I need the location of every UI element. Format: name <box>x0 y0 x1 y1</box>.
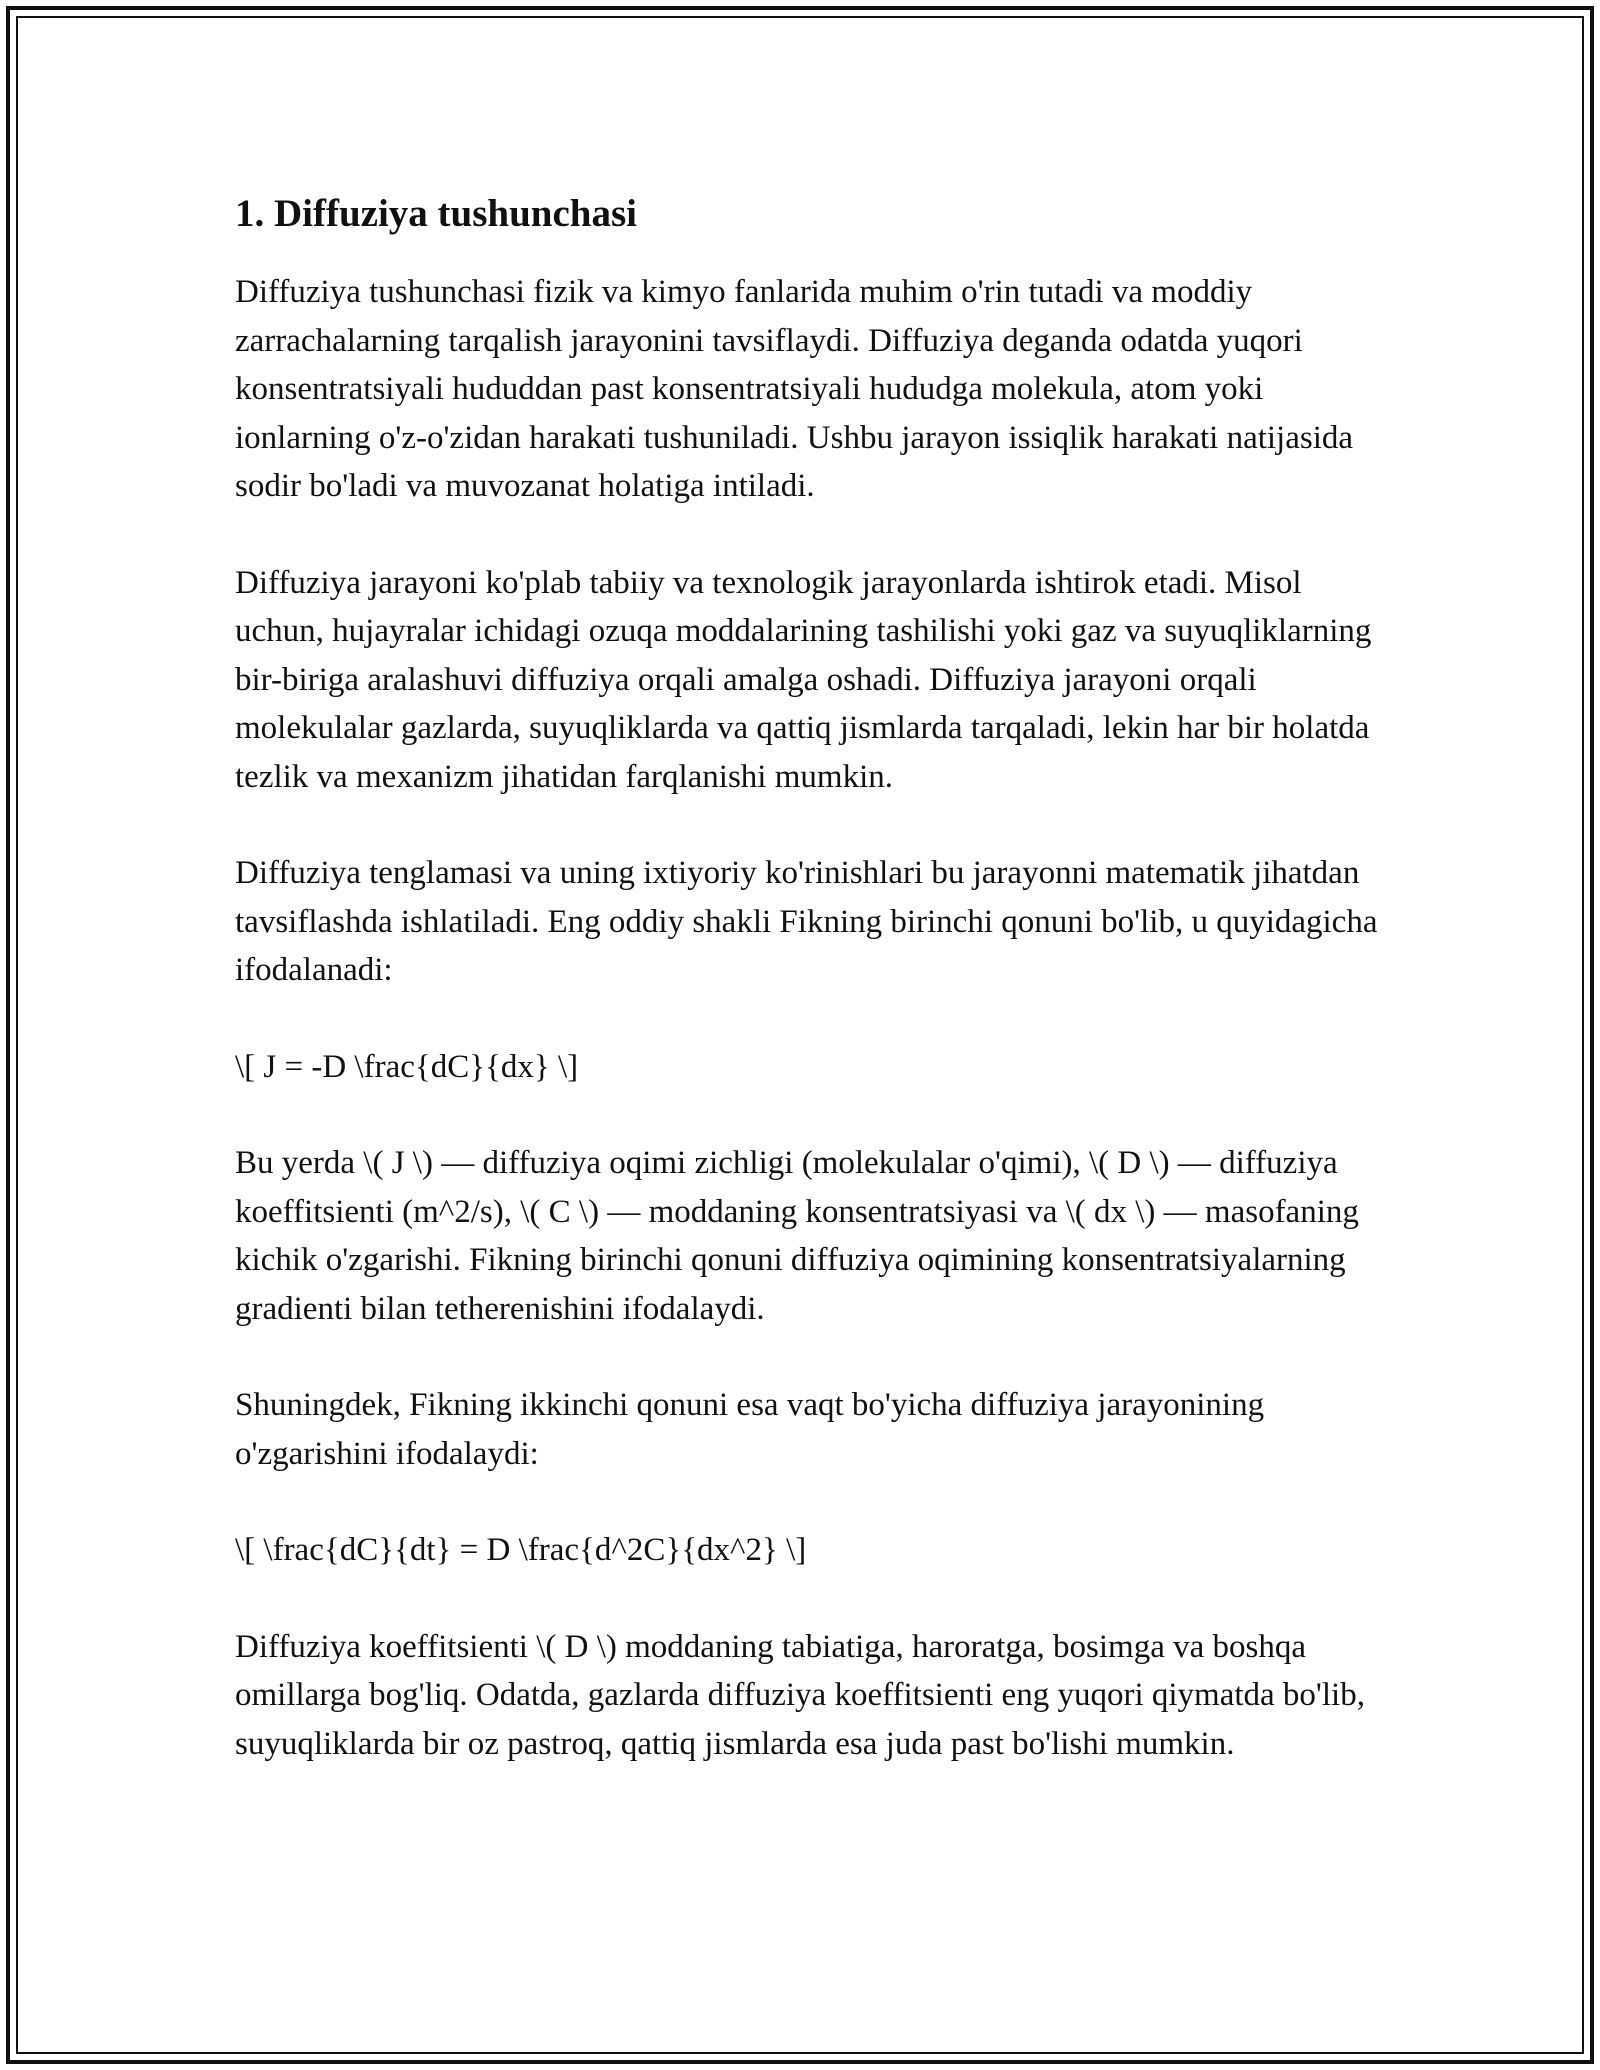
equation-fick-first-law: \[ J = -D \frac{dC}{dx} \] <box>235 1048 579 1085</box>
equation-fick-second-law: \[ \frac{dC}{dt} = D \frac{d^2C}{dx^2} \] <box>235 1532 807 1568</box>
paragraph-diffusion-processes: Diffuziya jarayoni ko'plab tabiiy va texnologik jarayonlarda ishtirok etadi. Misol uchun, hujayralar ichidagi ozuqa moddalarining tashilishi yoki gaz va suyuqliklarning bir-biriga aralashuvi diffuziya orqali amalga oshadi. Diffuziya jarayoni orqali molekulalar gazlarda, suyuqliklarda va qattiq jismlarda tarqaladi, lekin har bir holatda tezlik va mexanizm jihatidan farqlanishi mumkin. <box>235 564 1372 795</box>
paragraph-diffusion-definition: Diffuziya tushunchasi fizik va kimyo fanlarida muhim o'rin tutadi va moddiy zarrachalarning tarqalish jarayonini tavsiflaydi. Diffuziya deganda odatda yuqori konsentratsiyali hududdan past konsentratsiyali hududga molekula, atom yoki ionlarning o'z-o'zidan harakati tushuniladi. Ushbu jarayon issiqlik harakati natijasida sodir bo'ladi va muvozanat holatiga intiladi. <box>235 274 1354 504</box>
paragraph-diffusion-coefficient: Diffuziya koeffitsienti \( D \) moddaning tabiatiga, haroratga, bosimga va boshqa omillarga bog'liq. Odatda, gazlarda diffuziya koeffitsienti eng yuqori qiymatda bo'lib, suyuqliklarda bir oz pastroq, qattiq jismlarda esa juda past bo'lishi mumkin. <box>235 1628 1365 1762</box>
section-heading: 1. Diffuziya tushunchasi <box>235 192 637 235</box>
document-body <box>235 190 1385 1816</box>
paragraph-diffusion-equation-intro: Diffuziya tenglamasi va uning ixtiyoriy ko'rinishlari bu jarayonni matematik jihatdan tavsiflashda ishlatiladi. Eng oddiy shakli Fikning birinchi qonuni bo'lib, u quyidagicha ifodalanadi: <box>235 855 1378 988</box>
paragraph-fick-second-law-intro: Shuningdek, Fikning ikkinchi qonuni esa vaqt bo'yicha diffuziya jarayonining o'zgarishini ifodalaydi: <box>235 1387 1265 1472</box>
paragraph-variables-explanation: Bu yerda \( J \) — diffuziya oqimi zichligi (molekulalar o'qimi), \( D \) — diffuziya koeffitsienti (m^2/s), \( C \) — moddaning konsentratsiyasi va \( dx \) — masofaning kichik o'zgarishi. Fikning birinchi qonuni diffuziya oqimining konsentratsiyalarning gradienti bilan tetherenishini ifodalaydi. <box>235 1145 1359 1327</box>
